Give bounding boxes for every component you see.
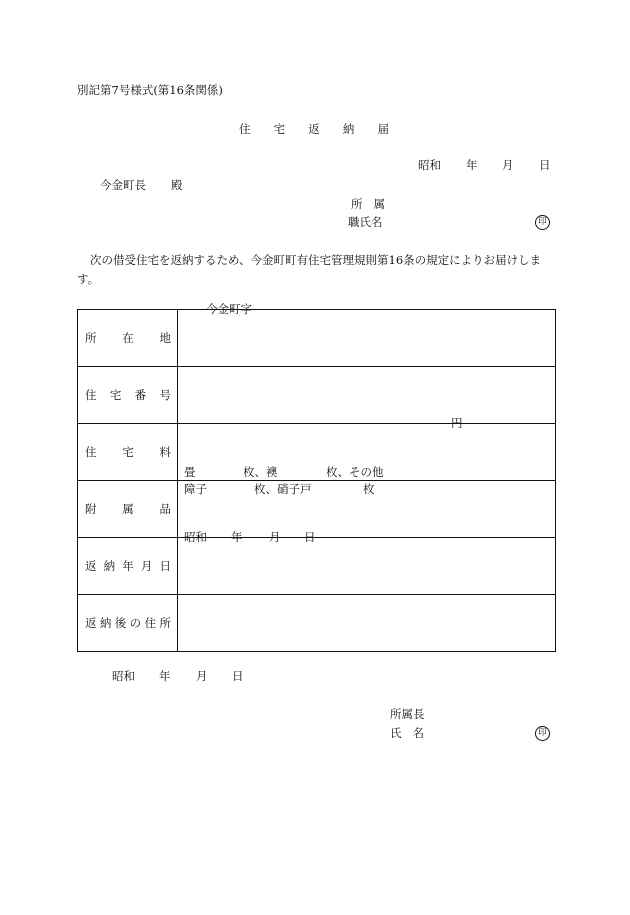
date-day: 日	[539, 158, 551, 172]
date-year: 年	[466, 158, 478, 172]
manager-name-label: 氏 名	[390, 726, 424, 740]
title-char: 宅	[273, 122, 286, 136]
date-era: 昭和	[112, 669, 135, 683]
table-row	[78, 367, 556, 424]
return-date-field[interactable]	[178, 530, 556, 595]
location-field[interactable]	[178, 302, 556, 367]
applicant-position-name-label: 職氏名	[348, 215, 383, 229]
table-row	[78, 538, 556, 595]
table-row	[78, 481, 556, 538]
date-era: 昭和	[418, 158, 441, 172]
addressee-name: 今金町長	[100, 178, 146, 192]
applicant-seal-mark: 印	[535, 215, 550, 230]
table-row	[78, 595, 556, 652]
house-number-label: 住 宅 番 号	[78, 367, 178, 424]
accessories-field[interactable]	[178, 465, 556, 538]
return-date-month: 月	[269, 530, 281, 544]
location-label: 所 在 地	[78, 310, 178, 367]
return-date-year: 年	[231, 530, 243, 544]
tatami-label: 畳	[184, 465, 196, 479]
applicant-affiliation-label: 所 属	[351, 197, 385, 211]
glass-door-unit: 枚	[363, 482, 375, 496]
date-month: 月	[502, 158, 514, 172]
fusuma-label: 枚、襖	[243, 465, 278, 479]
rent-label: 住 宅 料	[78, 424, 178, 481]
addressee-honorific: 殿	[171, 178, 183, 192]
body-text-line2: す。	[77, 272, 100, 286]
date-year: 年	[159, 669, 171, 683]
date-month: 月	[196, 669, 208, 683]
return-date-era: 昭和	[184, 530, 207, 544]
manager-title: 所属長	[390, 707, 425, 721]
table-row	[78, 310, 556, 367]
return-form-table	[77, 302, 556, 652]
return-date-day: 日	[304, 530, 316, 544]
body-text-line1: 次の借受住宅を返納するため、今金町町有住宅管理規則第16条の規定によりお届けしま	[90, 253, 542, 267]
other-label: 枚、その他	[326, 465, 384, 479]
title-char: 住	[239, 122, 251, 136]
title-char: 届	[377, 122, 389, 136]
title-char: 返	[308, 122, 320, 136]
shoji-label: 障子	[184, 482, 207, 496]
house-number-field[interactable]	[178, 367, 556, 424]
yen-unit: 円	[451, 416, 463, 430]
form-reference: 別記第7号様式(第16条関係)	[77, 83, 223, 97]
post-return-address-label: 返 納 後 の 住 所	[78, 595, 178, 652]
date-day: 日	[232, 669, 244, 683]
title-char: 納	[342, 122, 355, 136]
form-title	[239, 124, 389, 136]
return-date-label: 返 納 年 月 日	[78, 538, 178, 595]
post-return-address-field[interactable]	[178, 595, 556, 652]
table-row	[78, 424, 556, 481]
accessories-label: 附 属 品	[78, 481, 178, 538]
top-date	[418, 160, 552, 173]
location-value: 今金町字	[206, 302, 252, 316]
manager-seal-mark: 印	[535, 726, 550, 741]
glass-door-label: 枚、硝子戸	[254, 482, 312, 496]
bottom-date	[112, 671, 242, 684]
